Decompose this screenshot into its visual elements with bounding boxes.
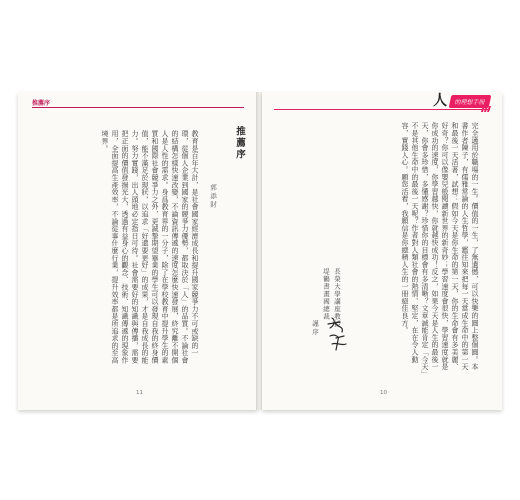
open-book — [18, 92, 502, 412]
left-header-rule — [32, 107, 244, 108]
left-page-header: 推薦序 — [32, 100, 51, 107]
foreword-title: 推薦序 — [234, 126, 245, 161]
left-page — [18, 92, 258, 410]
handwritten-signature — [324, 314, 354, 354]
foreword-author: 郭添財 — [209, 184, 217, 210]
right-page — [262, 92, 502, 410]
header-ren-char: 人 — [432, 93, 447, 109]
left-page-number: 11 — [136, 390, 143, 396]
header-stripes-decoration — [482, 106, 490, 112]
header-series-tag: 的理想手冊 — [449, 95, 492, 108]
right-page-number: 10 — [380, 390, 387, 396]
foreword-body: 教育是百年大計，是社會國家經濟成長和提升國家競爭力不可或缺的一環，從個人企業到國家的競爭力優勢，都取決於「人」的品質。不論社會的結構怎樣快速改變，不論資訊傳遞的速度怎麼快速發展，終究離不開個人是人性的需求。身爲教育界的一分子，除了在學校教育中提升學生的素質和國際社會競爭力之外，更誠摯期望畢業的學生可以發現自我的終身價值，能不滿足於現狀，以追求「好還要更好」的成果，才是自我成長的能力。努力實踐，出人頭地必定指日可待。社會需要好的知識與傳播，需要把正面的價值發揚光大，透過有益身心的觀念、技術、知識傳遞的現象作用，全面提高生產效率，不論從事什麼行業，提升效率都是所追求的至高境界。 — [101, 130, 199, 364]
signed-label: 謹序 — [311, 320, 319, 337]
preface-body: 完全適用於職場的一生。價值的一生，了無遺憾，可以快樂的圓上整個圓。本書作者陳子，有儒雅常論的人生哲學，鑑往知來把每一天當成生命中的第一天和最後一天活著，試想：假如今天是你生命的第一天，你的生命會有多美麗、好奇？你可以像嬰兒般閱讀新世界的新奇妙；學習速度會很快，學習速度就是你成功的速度，你學習越快，你就越快成功！反之，如果今天是人生的最後一天，你會多珍惜，多懂感謝？珍惜你的目標會有多清晰？文章誠能肯定「今天」不是其他生命中的最後一天呢？作者對人類社會的熱情、堅定，在在令人動容，實踐人心。願您活着，我願信是你總精人生的一冊絕佳良方。 — [401, 122, 479, 374]
signer-affiliation: 長榮大學講座教授 堤鶴書畫國總裁 — [322, 268, 341, 328]
right-header-rule — [274, 109, 490, 110]
